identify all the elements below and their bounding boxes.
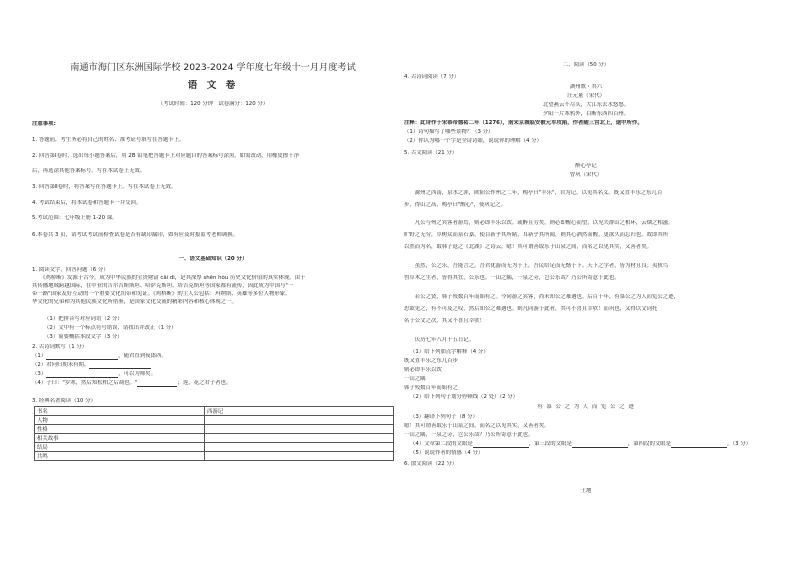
essay-line: 滁州之西南，泉水之涯，欧阳公作州之二年，构亭曰"丰乐"，自为记，以见其名义。既又直丰乐之东几百 bbox=[404, 190, 663, 196]
q5-sub: （1）给下列加点字解释（4 分） bbox=[410, 349, 489, 355]
table-row-label: 性格 bbox=[35, 425, 205, 434]
note-item: 2. 回答第Ⅰ卷时，选出每小题答案后，用 2B 铅笔把答题卡上对应题目的答案标号涂黑。如需改动，用橡皮擦干净 bbox=[32, 153, 299, 159]
q2-line-pre: （2）君问归期未有期， bbox=[32, 362, 90, 368]
table-header-cell: 书名 bbox=[35, 407, 205, 416]
essay-title: 醉心亭记 bbox=[575, 163, 597, 169]
poem-line: 夕阳一片寒鸦外，目断东西四百州。 bbox=[542, 111, 630, 117]
answer-cell[interactable] bbox=[205, 443, 394, 452]
essay-author: 曾巩（宋代） bbox=[569, 172, 603, 178]
q2-line-post: ，可以为师矣。 bbox=[118, 371, 156, 377]
table-row bbox=[35, 434, 394, 443]
answer-cell[interactable] bbox=[205, 425, 394, 434]
essay-line: 步，得山之高，构亭曰"醒心"，使巩记之。 bbox=[404, 202, 506, 208]
note-item: 5.考试范围：七年级上册 1-20 课。 bbox=[32, 215, 118, 221]
table-row-label: 相关故事 bbox=[35, 434, 205, 443]
q2-line bbox=[32, 362, 151, 369]
q2-heading: 2. 古诗词默写（1 分） bbox=[32, 344, 88, 350]
q2-line-pre: （3） bbox=[32, 371, 47, 377]
q1-paragraph-line: 其传播地域跨越国际，在中亚的吉尔吉斯斯坦、哈萨克斯坦、塔吉克斯坦等国家都有流传，因此成为中国与"一 bbox=[32, 283, 294, 289]
q5-sub: （3）翻译下列句子（8 分） bbox=[410, 414, 478, 420]
classics-table bbox=[34, 406, 394, 461]
q2-line bbox=[32, 371, 156, 378]
answer-cell[interactable] bbox=[205, 452, 394, 461]
note-item: 3. 回答第Ⅱ卷时，将答案写在答题卡上。写在本试卷上无效。 bbox=[32, 184, 177, 190]
answer-blank[interactable] bbox=[46, 354, 118, 360]
note-item: 4. 考试结束后，将本试卷和答题卡一并交回。 bbox=[32, 200, 142, 206]
essay-line: 名于公文之次，其又不喜且幸欤！ bbox=[404, 318, 485, 324]
q4-heading: 4. 古诗词阅读（7 分） bbox=[404, 74, 460, 80]
q4-sub: （1）诗句描写了哪些景物？（3 分） bbox=[404, 129, 494, 135]
essay-line: 兽草木之生者，皆得其宜，公乐也。一山之隅，一泉之旁，岂公乐哉？乃公所寄意于此也。 bbox=[404, 275, 620, 281]
answer-blank[interactable] bbox=[46, 372, 118, 378]
notes-heading: 注意事项: bbox=[32, 121, 56, 127]
answer-cell[interactable] bbox=[205, 416, 394, 425]
essay-line: 虽然，公之乐，吾能言之。吾君优游而无为于上，吾民给足而无憾于下。天下之学者，皆为材且良；夷狄鸟 bbox=[404, 263, 669, 269]
note-item: 6.本卷共 3 页，请考试考试前检查试卷是否有缺印漏印，如有应及时报监考老师调换。 bbox=[32, 232, 239, 238]
table-row-label: 人物 bbox=[35, 416, 205, 425]
q5-sub4-text: 。（3 分） bbox=[727, 441, 752, 447]
q5-sub: 一山之隅 bbox=[404, 376, 426, 382]
essay-line: 凡公与州之宾客者游焉，则必即丰乐以饮。或醉且劳矣，则必即醒心而望，以见夫群山之相环，云烟之相滋， bbox=[404, 220, 674, 226]
essay-line: 以然而为名，取韩子退之《北湖》之诗云。噫！其可谓善取乐于山泉之间，而名之以见其实，又善者矣。 bbox=[404, 244, 652, 250]
section1-heading: 一、语文基础知识（20 分） bbox=[178, 256, 248, 262]
q5-sub4-text: ，第三段的文眼是 bbox=[528, 441, 572, 447]
q5-sub: 噫！其可谓善取乐于山泉之间，而名之以见其实，又善者矣。 bbox=[404, 423, 550, 429]
q1-paragraph-line: 华文化的兄弟和为其他民族文化所借鉴，是国家文化交流的精彩内容和核心体现之一。 bbox=[32, 299, 237, 305]
exam-info: （考试时间：120 分钟 试卷满分：120 分） bbox=[157, 101, 269, 107]
q1-sub: （3）简要概括本段文字（3 分） bbox=[44, 334, 123, 340]
q2-line-pre: （1） bbox=[32, 353, 47, 359]
q5-sub: （2）给下列句子划分停顿线（2 处）（2 分） bbox=[410, 394, 519, 400]
q2-line-post: ，随君直到夜郎西。 bbox=[118, 353, 167, 359]
q1-paragraph-line: 《鸡桥断》发源于古今。成为中华民族的宝贵财富 cāi dì，是其深厚 shēn hòu 历史文化价值的真实体现。由于 bbox=[32, 275, 306, 281]
table-row bbox=[35, 425, 394, 434]
answer-blank[interactable] bbox=[473, 442, 529, 448]
table-row-label: 结局 bbox=[35, 443, 205, 452]
q5-sub4 bbox=[410, 441, 751, 448]
pause-sentence: 有 慕 公 之 为 人 而 览 公 之 迹 bbox=[537, 404, 635, 410]
q1-heading: 1. 阅读文字，回答问题（6 分） bbox=[32, 267, 109, 273]
q3-heading: 3. 经典名著阅读（10 分） bbox=[32, 398, 96, 404]
note-item: 1. 答题前，考生务必将自己的姓名、准考证号填写在答题卡上。 bbox=[32, 137, 185, 143]
q1-sub: （2）文中有一个标点符号错误，请找出并改正（1 分） bbox=[44, 325, 177, 331]
q5-sub: 一山之隅，一泉之旁，岂公乐哉？乃公所寄意于此也。 bbox=[404, 432, 534, 438]
q5-sub4-text: ，第四段的文眼是 bbox=[627, 441, 672, 447]
table-row-label: 共鸣 bbox=[35, 452, 205, 461]
q5-sub: 既又直丰乐之东几百步 bbox=[404, 358, 458, 364]
q2-line bbox=[32, 380, 231, 387]
note-item: 后，再选涂其他答案标号。写在本试卷上无效。 bbox=[32, 168, 146, 174]
answer-cell[interactable] bbox=[205, 434, 394, 443]
q2-line-pre: （4）子曰："岁寒，然后知松柏之后凋也。" bbox=[32, 380, 138, 386]
left-column bbox=[30, 0, 396, 561]
answer-blank[interactable] bbox=[137, 381, 177, 387]
section2-heading: 二、阅读（50 分） bbox=[562, 62, 610, 68]
right-column bbox=[402, 0, 770, 561]
table-row bbox=[35, 443, 394, 452]
q5-sub: （5）说说作者的情感（4 分） bbox=[410, 450, 484, 456]
essay-line: 庆历七年八月十五日记。 bbox=[404, 337, 475, 343]
q4-sub: （2）你认为哪一个字是全诗诗眼，说说你的理解（4 分） bbox=[404, 138, 542, 144]
essay-line: 旷野之无穷，草树众而泉石嘉，使目新乎其所睹，耳新乎其所闻，则其心洒然而醒，更欲久而忘归也。故即其所 bbox=[404, 232, 669, 238]
q1-paragraph-line: 带一路"国家友好互动的一个重要文化纽带和见证。《鸡桥断》的主人公包括：玛纳斯、英雄等多位人物形象， bbox=[32, 291, 291, 297]
q5-sub: 韩子殁数百年而始有之 bbox=[404, 385, 458, 391]
q6-passage-title: 土地 bbox=[580, 488, 592, 494]
answer-blank[interactable] bbox=[671, 442, 727, 448]
table-row bbox=[35, 416, 394, 425]
poem-line: 北望燕云不尽头，大江东去水悠悠。 bbox=[542, 102, 630, 108]
poem-title: 湖州歌・其六 bbox=[569, 84, 603, 90]
q2-line-post: ；莲，花之君子者也。 bbox=[177, 380, 232, 386]
q2-line bbox=[32, 353, 167, 360]
essay-line: 若公之贤，韩子殁数百年而始有之。今同游之宾客，尚未知公之难遇也。后百千年，有慕公之为人而览公之迹， bbox=[404, 294, 679, 300]
table-row bbox=[35, 452, 394, 461]
q5-sub: 则必即丰乐以饮 bbox=[404, 367, 442, 373]
exam-title: 南通市海门区东洲国际学校 2023-2024 学年度七年级十一月月度考试 bbox=[70, 62, 356, 73]
answer-blank[interactable] bbox=[89, 363, 151, 369]
poem-note: 注释：此诗作于宋恭帝德祐二年（1276），南宋京城临安被元军攻陷，作者随三宫北上，途中所作。 bbox=[404, 120, 643, 126]
q1-sub: （1）把拼音写对应词语（2 分） bbox=[44, 316, 123, 322]
exam-subtitle: 语 文 卷 bbox=[187, 80, 239, 91]
essay-line: 思欲见之，有不可及之叹，然后知公之难遇也。则凡同游于此者，其可不喜且幸欤！而巩也，又得以文词托 bbox=[404, 306, 658, 312]
q5-sub4-text: （4）文章第二段的文眼是 bbox=[410, 441, 473, 447]
q6-heading: 6. 散文阅读（22 分） bbox=[404, 461, 458, 467]
table-header-row bbox=[35, 407, 394, 416]
table-header-cell: 西游记 bbox=[205, 407, 394, 416]
poem-author: 汪元量（宋代） bbox=[567, 93, 605, 99]
q5-heading: 5. 古文阅读（21 分） bbox=[404, 150, 458, 156]
answer-blank[interactable] bbox=[572, 442, 628, 448]
